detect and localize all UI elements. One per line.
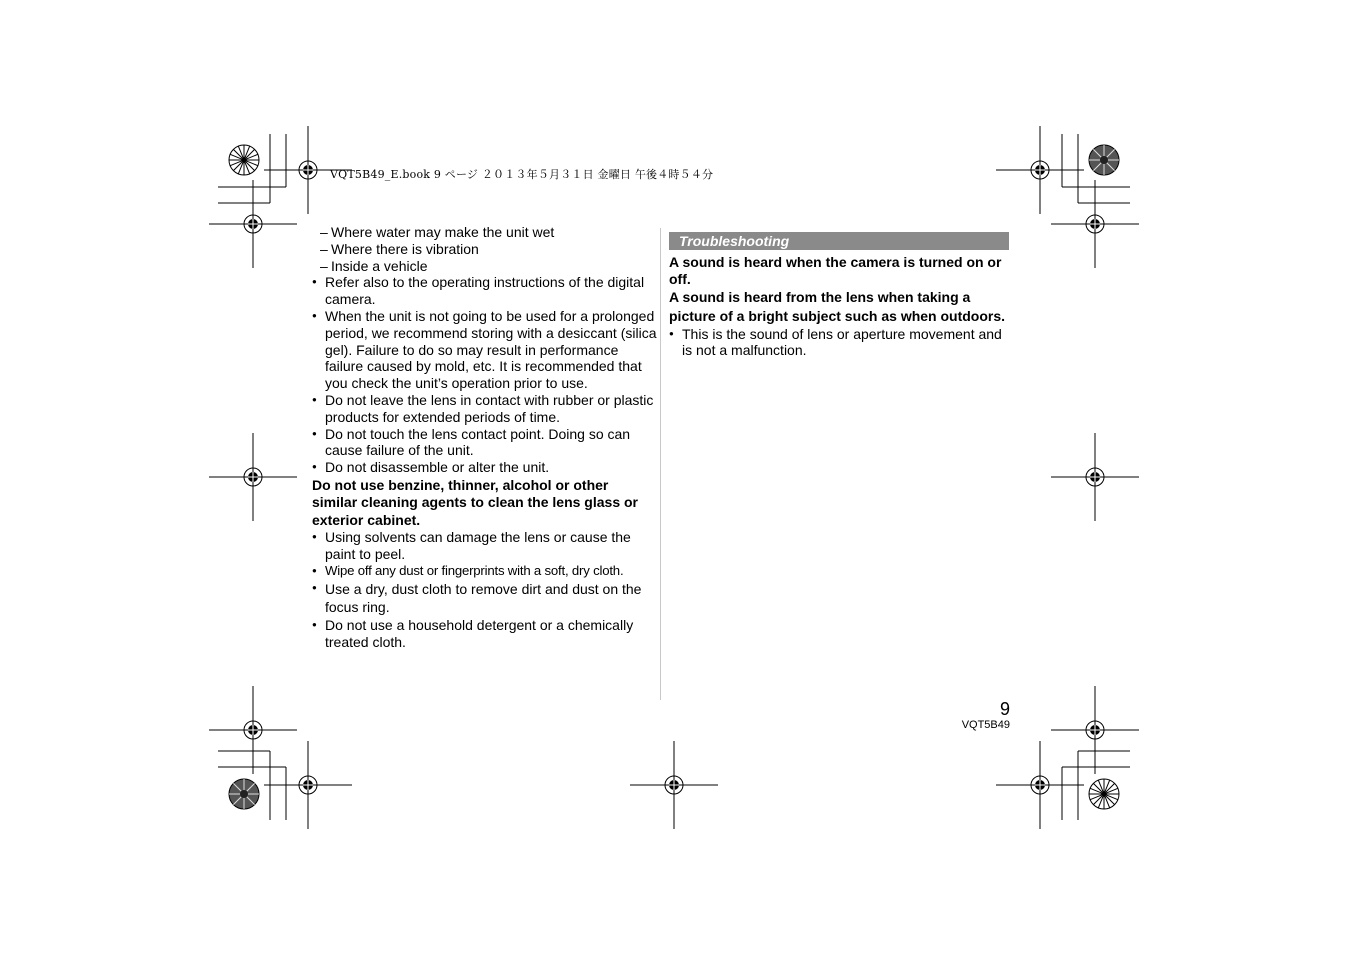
registration-mark-icon (209, 686, 297, 774)
list-item: ● Do not leave the lens in contact with rubber or plastic products for extended periods of time. (312, 392, 657, 426)
star-target-icon (1089, 779, 1119, 809)
registration-mark-icon (209, 433, 297, 521)
registration-mark-icon (1051, 180, 1139, 268)
question-heading: A sound is heard from the lens when taking a picture of a bright subject such as when outdoors. (669, 288, 1006, 324)
registration-mark-icon (1051, 686, 1139, 774)
warning-heading: Do not use benzine, thinner, alcohol or other similar cleaning agents to clean the lens glass or exterior cabinet. (312, 476, 638, 528)
page-number: 9 (999, 699, 1010, 719)
registration-mark-icon (630, 741, 718, 829)
section-title: Troubleshooting (669, 232, 1009, 250)
list-item: ● Do not disassemble or alter the unit. (312, 459, 657, 476)
column-divider (660, 228, 661, 700)
list-item: ● When the unit is not going to be used for a prolonged period, we recommend storing with a desiccant (silica gel). Failure to do so may result in performance failure caused by mold, etc. It is recommended that you check the unit’s operation prior to use. (312, 308, 657, 392)
registration-mark-icon (996, 741, 1084, 829)
registration-mark-icon (209, 180, 297, 268)
print-info-header: VQT5B49_E.book 9 ページ ２０１３年５月３１日 金曜日 午後４時５４分 (330, 168, 714, 181)
question-heading: A sound is heard when the camera is turned on or off. (669, 254, 1002, 287)
star-target-icon (229, 145, 259, 175)
left-column (312, 224, 657, 650)
list-item: – Where there is vibration (312, 241, 657, 258)
star-target-icon (229, 779, 259, 809)
list-item: ● Refer also to the operating instructions of the digital camera. (312, 274, 657, 308)
right-column (669, 232, 1009, 359)
registration-mark-icon (996, 126, 1084, 214)
list-item: – Inside a vehicle (312, 258, 657, 275)
registration-mark-icon (1051, 433, 1139, 521)
registration-mark-icon (264, 741, 352, 829)
list-item: ● This is the sound of lens or aperture movement and is not a malfunction. (669, 326, 1009, 360)
star-target-icon (1089, 145, 1119, 175)
list-item: ● Do not use a household detergent or a chemically treated cloth. (312, 617, 657, 651)
list-item: ● Do not touch the lens contact point. Doing so can cause failure of the unit. (312, 426, 657, 460)
list-item: ● Using solvents can damage the lens or cause the paint to peel. (312, 529, 657, 563)
list-item: ● Wipe off any dust or fingerprints with a soft, dry cloth. (312, 563, 657, 580)
list-item: ● Use a dry, dust cloth to remove dirt and dust on the focus ring. (312, 580, 657, 617)
doc-code: VQT5B49 (961, 719, 1010, 731)
list-item: – Where water may make the unit wet (312, 224, 657, 241)
